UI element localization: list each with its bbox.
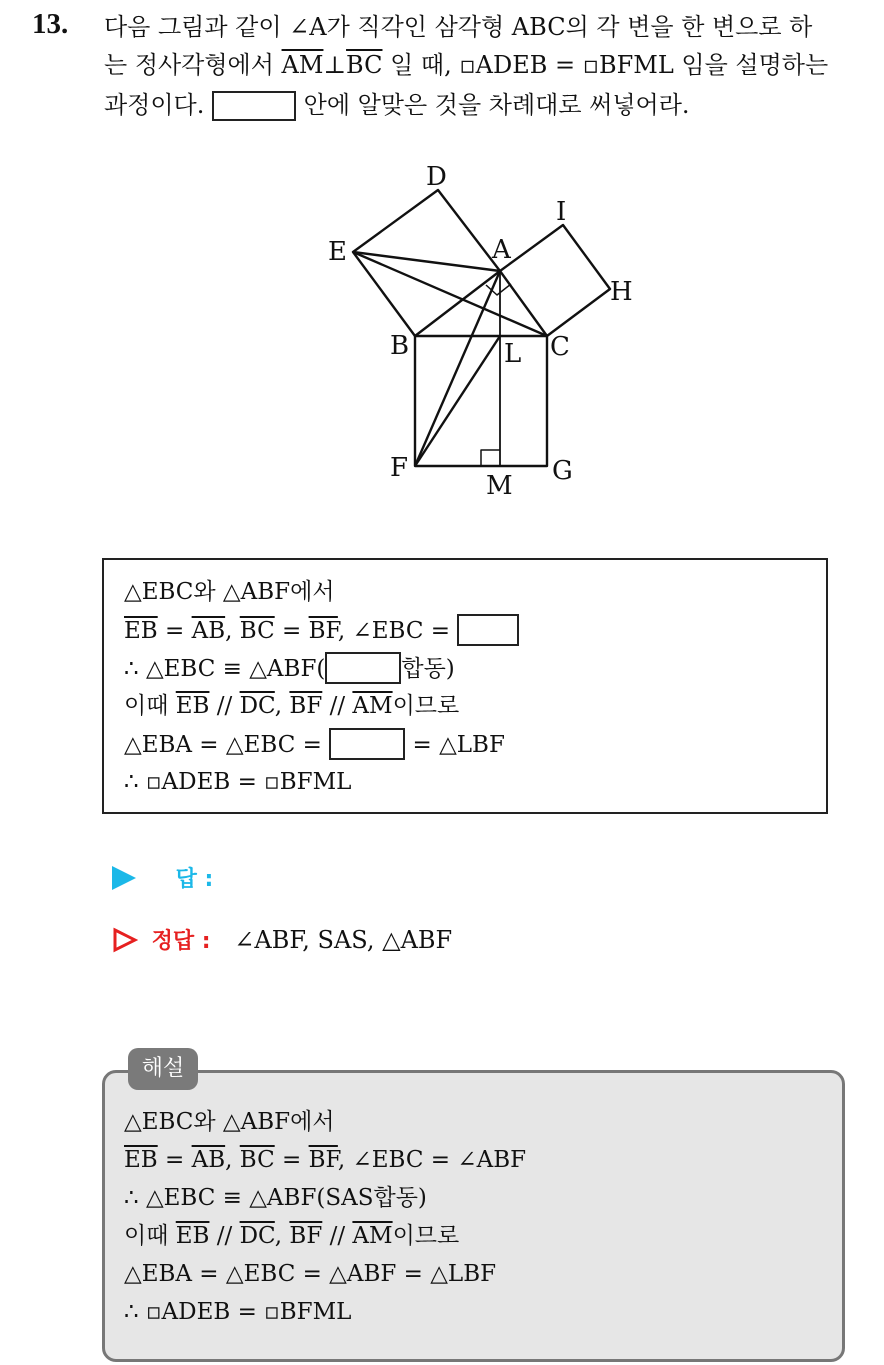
correct-answer-row (112, 924, 452, 959)
segment-lf (415, 336, 500, 466)
segment-bc: $\overline{BC}$ (346, 51, 383, 79)
correct-answer-label: 정답 : (151, 929, 211, 954)
square-acih (500, 225, 610, 336)
problem-line-2: 는 정사각형에서 $\overline{AM}\perp\overline{BC}$ 일 때, ▫ADEB = ▫BFML 임을 설명하는 (104, 51, 829, 79)
play-icon (112, 866, 136, 890)
proof-line-1: △EBC와 △ABF에서 (124, 579, 335, 605)
square-bcgf (415, 336, 547, 466)
label-b: B (390, 331, 410, 361)
problem-number: 13. (32, 8, 69, 40)
explanation-line-3: ∴ △EBC ≡ △ABF(SAS합동) (124, 1185, 427, 1211)
correct-answer-value: ∠ABF, SAS, △ABF (234, 926, 453, 954)
problem-line-3: 과정이다. 안에 알맞은 것을 차례대로 써넣어라. (104, 91, 690, 119)
label-m: M (486, 471, 513, 501)
label-a: A (492, 235, 511, 265)
label-i: I (556, 197, 567, 227)
right-angle-m (481, 450, 500, 466)
segment-af (415, 271, 500, 466)
blank-1[interactable] (457, 614, 519, 646)
explanation-line-1: △EBC와 △ABF에서 (124, 1109, 335, 1135)
blank-3[interactable] (329, 728, 405, 760)
explanation-line-2: $\overline{EB} = \overline{AB}$, $\overline{BC} = \overline{BF}$, ∠EBC = ∠ABF (124, 1147, 527, 1173)
proof-line-5: △EBA = △EBC = = △LBF (124, 728, 505, 761)
label-g: G (552, 456, 573, 486)
label-e: E (328, 237, 347, 267)
explanation-line-5: △EBA = △EBC = △ABF = △LBF (124, 1261, 497, 1287)
label-f: F (390, 453, 409, 483)
explanation-line-6: ∴ ▫ADEB = ▫BFML (124, 1299, 352, 1325)
proof-line-4: 이때 $\overline{EB} // \overline{DC}$, $\overline{BF} // \overline{AM}$이므로 (124, 693, 460, 719)
blank-2[interactable] (325, 652, 401, 684)
explanation-tab: 해설 (128, 1048, 198, 1090)
problem-line-1: 다음 그림과 같이 ∠A가 직각인 삼각형 ABC의 각 변을 한 변으로 하 (104, 13, 813, 41)
answer-label: 답 : (175, 867, 214, 892)
proof-line-2: $\overline{EB} = \overline{AB}$, $\overline{BC} = \overline{BF}$, ∠EBC = (124, 614, 519, 647)
label-h: H (610, 277, 633, 307)
square-adeb (353, 190, 500, 336)
outline-play-icon (112, 927, 138, 959)
proof-line-3: ∴ △EBC ≡ △ABF( 합동) (124, 652, 455, 685)
explanation-line-4: 이때 $\overline{EB} // \overline{DC}$, $\overline{BF} // \overline{AM}$이므로 (124, 1223, 460, 1249)
proof-line-6: ∴ ▫ADEB = ▫BFML (124, 769, 352, 795)
geometry-figure (300, 150, 660, 510)
answer-row (112, 862, 213, 893)
label-l: L (504, 339, 522, 369)
segment-am: $\overline{AM}$ (281, 51, 324, 79)
answer-blank-sample (212, 91, 296, 121)
label-d: D (426, 162, 447, 192)
label-c: C (550, 332, 570, 362)
